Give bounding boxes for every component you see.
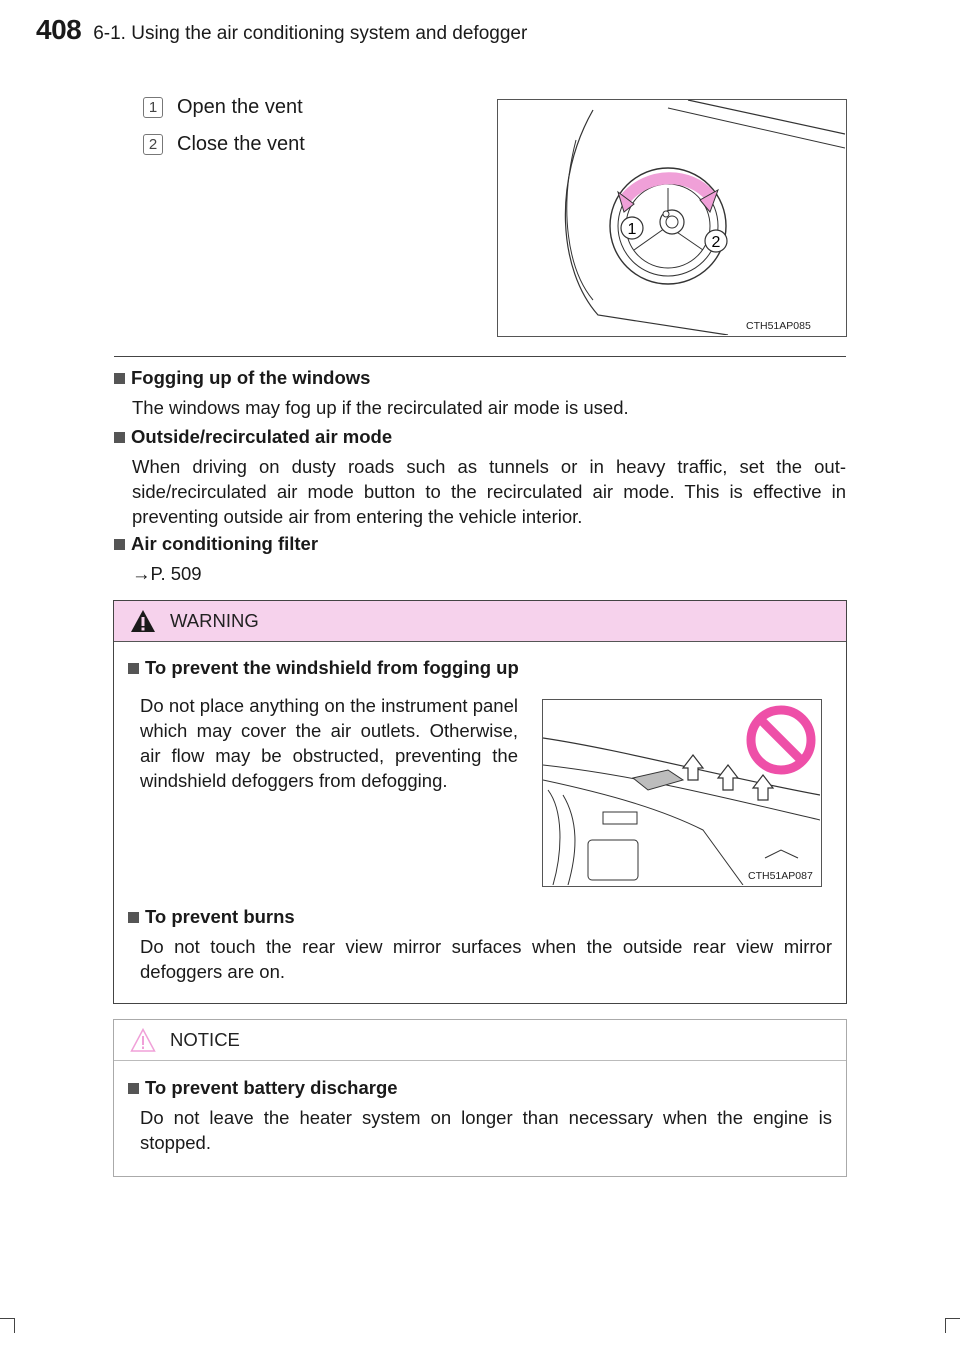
figure-code: CTH51AP085 [746,320,811,332]
section-divider [114,356,846,357]
notice-box [113,1019,847,1177]
bullet-square-icon [114,373,125,384]
item-heading: To prevent battery discharge [145,1077,398,1098]
warning-label: WARNING [170,610,259,631]
bullet-square-icon [128,912,139,923]
step-text: Open the vent [177,95,303,118]
item-body: Do not leave the heater system on longer than necessary when the engine is stopped. [140,1107,832,1153]
item-body: Do not place anything on the instrument panel which may cover the air outlets. Otherwise, air flow may be obstructed, preventing the windshield defoggers from defogging. [140,695,518,791]
crop-mark [0,1318,15,1333]
dashboard-figure [542,699,822,887]
item-body: Do not touch the rear view mirror surfaces when the outside rear view mirror defoggers are on. [140,936,832,982]
figure-code: CTH51AP087 [748,870,813,882]
callout-1: 1 [627,221,637,238]
step-2 [143,129,305,159]
page-number: 408 [36,14,82,45]
crop-mark [945,1318,960,1333]
vent-figure [497,99,847,337]
note-heading: Outside/recirculated air mode [131,426,393,447]
warning-box [113,600,847,1004]
note-body: The windows may fog up if the recirculated air mode is used. [132,397,629,418]
warning-item-burns [128,906,832,984]
note-recirculated [114,426,846,529]
notice-label: NOTICE [170,1029,240,1050]
notice-header [114,1020,846,1061]
item-heading: To prevent burns [145,906,295,927]
step-text: Close the vent [177,132,305,155]
vent-illustration [498,100,845,335]
dashboard-illustration [543,700,820,885]
item-heading: To prevent the windshield from fogging up [145,657,519,678]
note-body: When driving on dusty roads such as tunnels or in heavy traffic, set the out-side/recirculated air mode button to the recirculated air mode. This is effective in preventing outside air from entering the vehicle interior. [132,456,846,527]
note-filter [114,533,846,586]
step-1 [143,92,303,122]
step-badge: 1 [143,97,163,118]
section-title: 6-1. Using the air conditioning system and defogger [93,23,528,44]
bullet-square-icon [114,539,125,550]
callout-2: 2 [711,234,721,251]
bullet-square-icon [128,663,139,674]
warning-triangle-icon [130,609,156,633]
warning-header [114,601,846,642]
notice-item-battery [128,1077,832,1155]
page-header [36,14,527,54]
note-fogging [114,367,846,420]
note-heading: Fogging up of the windows [131,367,371,388]
caution-triangle-icon [130,1028,156,1052]
page-reference-link[interactable]: →P. 509 [132,563,202,584]
note-heading: Air conditioning filter [131,533,319,554]
bullet-square-icon [114,432,125,443]
step-badge: 2 [143,134,163,155]
bullet-square-icon [128,1083,139,1094]
